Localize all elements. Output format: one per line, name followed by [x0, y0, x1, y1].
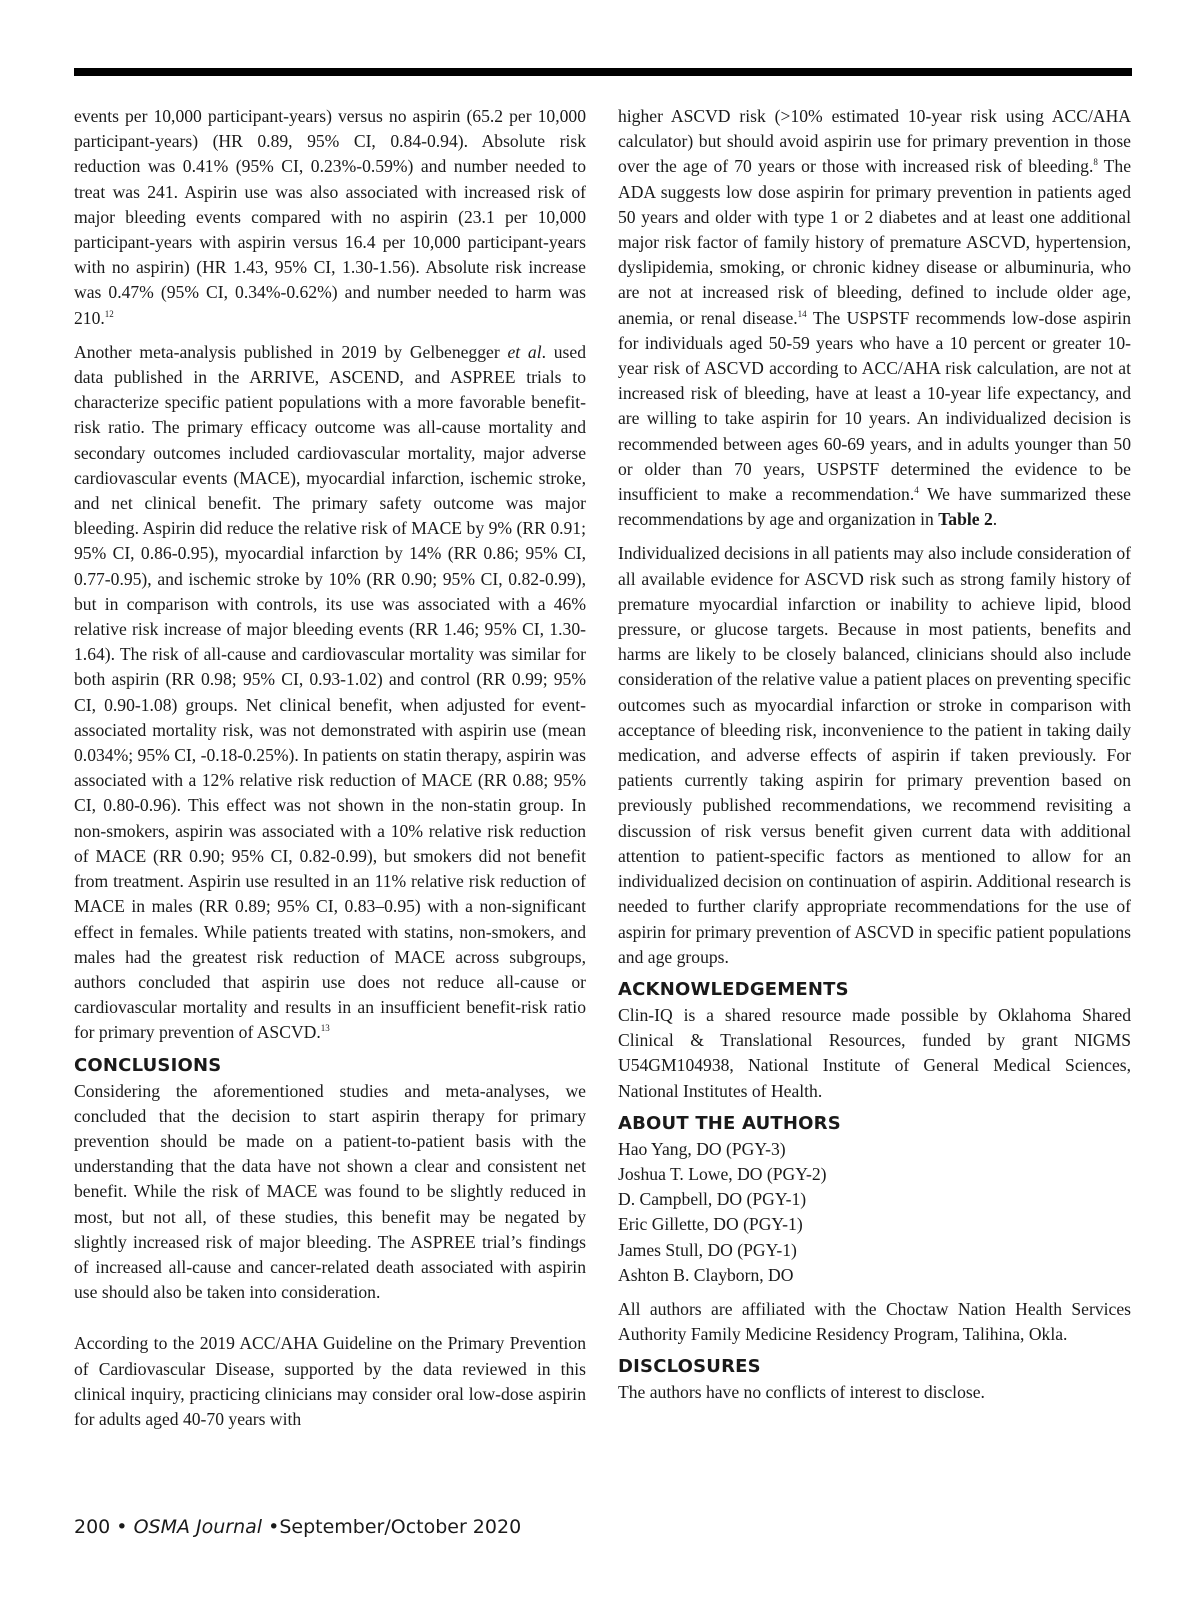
author-name: Eric Gillette, DO (PGY-1) — [618, 1214, 803, 1235]
author-name: Joshua T. Lowe, DO (PGY-2) — [618, 1163, 827, 1184]
header-rule — [74, 68, 1132, 76]
paragraph-acc-aha-guideline: According to the 2019 ACC/AHA Guideline on the Primary Prevention of Cardiovascular Disease, supported by the data reviewed in this clinical inquiry, practicing clinicians may consider oral low-dose aspirin for adults aged 40-70 years with — [74, 1333, 586, 1429]
journal-name: OSMA Journal — [133, 1516, 263, 1538]
acknowledgements-heading: ACKNOWLEDGEMENTS — [618, 978, 849, 1000]
page-footer: 200 • OSMA Journal •September/October 2020 — [74, 1516, 522, 1538]
paragraph-recommendations: higher ASCVD risk (>10% estimated 10-year risk using ACC/AHA calculator) but should avoid aspirin use for primary prevention in those over the age of 70 years or those with increased risk of bleeding.$^8$ The ADA suggests low dose aspirin for primary prevention in patients aged 50 years and older with type 1 or 2 diabetes and at least one additional major risk factor of family history of premature ASCVD, hypertension, dyslipidemia, smoking, or chronic kidney disease or albuminuria, who are not at increased risk of bleeding, defined to include older age, anemia, or renal disease.$^{14}$ The USPSTF recommends low-dose aspirin for individuals aged 50-59 years who have a 10 percent or greater 10-year risk of ASCVD according to ACC/AHA risk calculation, are not at increased risk of bleeding, have at least a 10-year life expectancy, and are willing to take aspirin for 10 years. An individualized decision is recommended between ages 60-69 years, and in adults younger than 50 or older than 70 years, USPSTF determined the evidence to be insufficient to make a recommendation.$^4$ We have summarized these recommendations by age and organization in Table 2. — [618, 106, 1132, 530]
author-name: Hao Yang, DO (PGY-3) — [618, 1138, 786, 1159]
paragraph-individualized-decisions: Individualized decisions in all patients may also include consideration of all available evidence for ASCVD risk such as strong family history of premature myocardial infarction or inability to achieve lipid, blood pressure, or glucose targets. Because in most patients, benefits and harms are likely to be closely balanced, clinicians should also include consideration of the relative value a patient places on preventing specific outcomes such as myocardial infarction or stroke in comparison with acceptance of bleeding risk, inconvenience to the patient in taking daily medication, and adverse effects of aspirin if taken previously. For patients currently taking aspirin for primary prevention based on previously published recommendations, we recommend revisiting a discussion of risk versus benefit given current data with additional attention to patient-specific factors as mentioned to allow for an individualized decision on continuation of aspirin. Additional research is needed to further clarify appropriate recommendations for the use of aspirin for primary prevention of ASCVD in specific patient populations and age groups. — [618, 543, 1131, 967]
right-column — [618, 104, 1131, 1415]
citation-ref: 13 — [320, 1023, 330, 1034]
paragraph-gelbenegger-meta-analysis: Another meta-analysis published in 2019 by Gelbenegger et al. used data published in the ARRIVE, ASCEND, and ASPREE trials to characterize specific patient populations with a more favorable benefit-risk ratio. The primary efficacy outcome was all-cause mortality and secondary outcomes included cardiovascular mortality, major adverse cardiovascular events (MACE), myocardial infarction, ischemic stroke, and net clinical benefit. The primary safety outcome was major bleeding. Aspirin did reduce the relative risk of MACE by 9% (RR 0.91; 95% CI, 0.86-0.95), myocardial infarction by 14% (RR 0.86; 95% CI, 0.77-0.95), and ischemic stroke by 10% (RR 0.90; 95% CI, 0.82-0.99), but in comparison with controls, its use was associated with a 46% relative risk increase of major bleeding events (RR 1.46; 95% CI, 1.30-1.64). The risk of all-cause and cardiovascular mortality was similar for both aspirin (RR 0.98; 95% CI, 0.93-1.02) and control (RR 0.99; 95% CI, 0.90-1.08) groups. Net clinical benefit, when adjusted for event-associated mortality risk, was not demonstrated with aspirin use (mean 0.034%; 95% CI, -0.18-0.25%). In patients on statin therapy, aspirin was associated with a 12% relative risk reduction of MACE (RR 0.88; 95% CI, 0.80-0.96). This effect was not shown in the non-statin group. In non-smokers, aspirin was associated with a 10% relative risk reduction of MACE (RR 0.90; 95% CI, 0.82-0.99), but smokers did not benefit from treatment. Aspirin use resulted in an 11% relative risk reduction of MACE in males (RR 0.89; 95% CI, 0.83–0.95) with a non-significant effect in females. While patients treated with statins, non-smokers, and males had the greatest risk reduction of MACE across subgroups, authors concluded that aspirin use does not reduce all-cause or cardiovascular mortality and results in an insufficient benefit-risk ratio for primary prevention of ASCVD.$^{13}$ — [74, 341, 586, 1043]
citation-ref: 12 — [104, 308, 114, 319]
paragraph-conclusions: Considering the aforementioned studies and meta-analyses, we concluded that the decision to start aspirin therapy for primary prevention should be made on a patient-to-patient basis with the understanding that the data have not shown a clear and consistent net benefit. While the risk of MACE was found to be slightly reduced in most, but not all, of these studies, this benefit may be negated by slightly increased risk of major bleeding. The ASPREE trial’s findings of increased all-cause and cancer-related death associated with aspirin use should also be taken into consideration. — [74, 1080, 586, 1303]
author-name: D. Campbell, DO (PGY-1) — [618, 1189, 807, 1210]
citation-ref: 4 — [914, 485, 919, 496]
paragraph-acknowledgements: Clin-IQ is a shared resource made possible by Oklahoma Shared Clinical & Translational Resources, funded by grant NIGMS U54GM104938, National Institute of General Medical Sciences, National Institutes of Health. — [618, 1004, 1131, 1101]
page-number: 200 — [74, 1516, 111, 1538]
conclusions-heading: CONCLUSIONS — [74, 1054, 222, 1076]
citation-ref: 8 — [1093, 157, 1098, 168]
author-list — [618, 1137, 1131, 1288]
author-name: Ashton B. Clayborn, DO — [618, 1264, 794, 1285]
about-authors-heading: ABOUT THE AUTHORS — [618, 1112, 841, 1134]
disclosures-heading: DISCLOSURES — [618, 1356, 761, 1378]
paragraph-disclosures: The authors have no conflicts of interest to disclose. — [618, 1382, 985, 1403]
table-reference: Table 2 — [938, 509, 993, 530]
left-column — [74, 104, 586, 1441]
citation-ref: 14 — [797, 308, 807, 319]
author-name: James Stull, DO (PGY-1) — [618, 1239, 797, 1260]
issue-date: September/October 2020 — [279, 1516, 522, 1538]
paragraph-affiliation: All authors are affiliated with the Choctaw Nation Health Services Authority Family Medicine Residency Program, Talihina, Okla. — [618, 1298, 1131, 1345]
paragraph-results-continued: events per 10,000 participant-years) versus no aspirin (65.2 per 10,000 participant-years) (HR 0.89, 95% CI, 0.84-0.94). Absolute risk reduction was 0.41% (95% CI, 0.23%-0.59%) and number needed to treat was 241. Aspirin use was also associated with increased risk of major bleeding events compared with no aspirin (23.1 per 10,000 participant-years with aspirin versus 16.4 per 10,000 participant-years with no aspirin) (HR 1.43, 95% CI, 1.30-1.56). Absolute risk increase was 0.47% (95% CI, 0.34%-0.62%) and number needed to harm was 210.12 — [74, 106, 586, 328]
